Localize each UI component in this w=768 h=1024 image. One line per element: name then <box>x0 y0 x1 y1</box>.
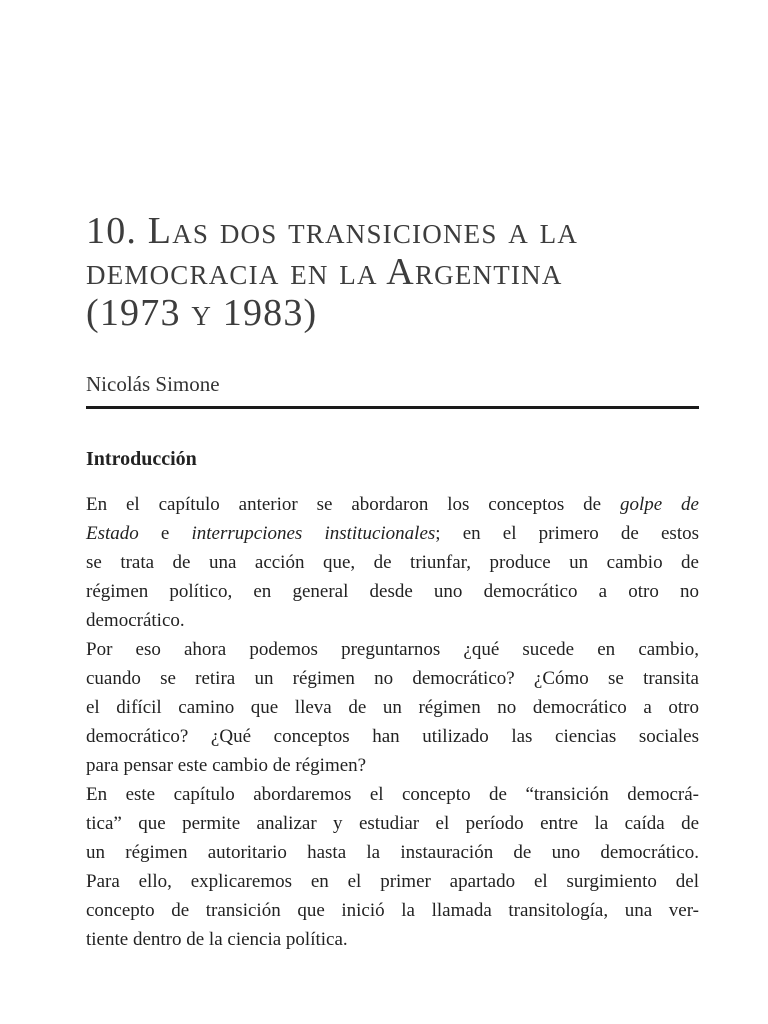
paragraph-line <box>86 896 699 925</box>
text-run: democrático. <box>86 610 185 631</box>
paragraph-line <box>86 519 699 548</box>
text-run: un régimen autoritario hasta la instauración de uno democrático. <box>86 842 699 863</box>
text-run: el difícil camino que lleva de un régimen no democrático a otro <box>86 697 699 718</box>
paragraph-line <box>86 693 699 722</box>
text-run: ; en el primero de estos <box>435 523 699 544</box>
paragraph-line <box>86 664 699 693</box>
author-name: Nicolás Simone <box>86 372 220 396</box>
paragraph-line <box>86 635 699 664</box>
text-run: se trata de una acción que, de triunfar, produce un cambio de <box>86 552 699 573</box>
text-run: tiente dentro de la ciencia política. <box>86 929 348 950</box>
chapter-title-line: (1973 y 1983) <box>86 292 318 334</box>
italic-term: interrupciones institucionales <box>191 523 436 544</box>
text-run: régimen político, en general desde uno democrático a otro no <box>86 581 699 602</box>
paragraph-line <box>86 867 699 896</box>
text-run: cuando se retira un régimen no democrático? ¿Cómo se transita <box>86 668 699 689</box>
chapter-title <box>86 211 726 334</box>
text-run: e <box>138 523 192 544</box>
section-heading: Introducción <box>86 448 197 470</box>
italic-term: golpe de <box>619 494 699 515</box>
chapter-title-line: democracia en la Argentina <box>86 251 563 293</box>
text-run: En este capítulo abordaremos el concepto de “transición democrá- <box>86 784 699 805</box>
text-run: para pensar este cambio de régimen? <box>86 755 367 776</box>
body-text <box>86 490 699 954</box>
paragraph-line <box>86 722 699 751</box>
paragraph-line <box>86 548 699 577</box>
title-divider <box>86 406 699 409</box>
paragraph-line <box>86 751 699 780</box>
text-run: democrático? ¿Qué conceptos han utilizado las ciencias sociales <box>86 726 699 747</box>
paragraph-line <box>86 925 699 954</box>
text-run: En el capítulo anterior se abordaron los conceptos de <box>86 494 620 515</box>
text-run: Por eso ahora podemos preguntarnos ¿qué sucede en cambio, <box>86 639 699 660</box>
text-run: concepto de transición que inició la llamada transitología, una ver- <box>86 900 699 921</box>
paragraph-line <box>86 490 699 519</box>
text-run: tica” que permite analizar y estudiar el período entre la caída de <box>86 813 699 834</box>
paragraph-line <box>86 838 699 867</box>
paragraph <box>86 490 699 635</box>
text-run: Para ello, explicaremos en el primer apartado el surgimiento del <box>86 871 699 892</box>
chapter-title-line: 10. Las dos transiciones a la <box>86 210 579 252</box>
paragraph-line <box>86 606 699 635</box>
paragraph <box>86 780 699 954</box>
italic-term: Estado <box>86 523 139 544</box>
paragraph-line <box>86 577 699 606</box>
paragraph-line <box>86 780 699 809</box>
paragraph <box>86 635 699 780</box>
paragraph-line <box>86 809 699 838</box>
